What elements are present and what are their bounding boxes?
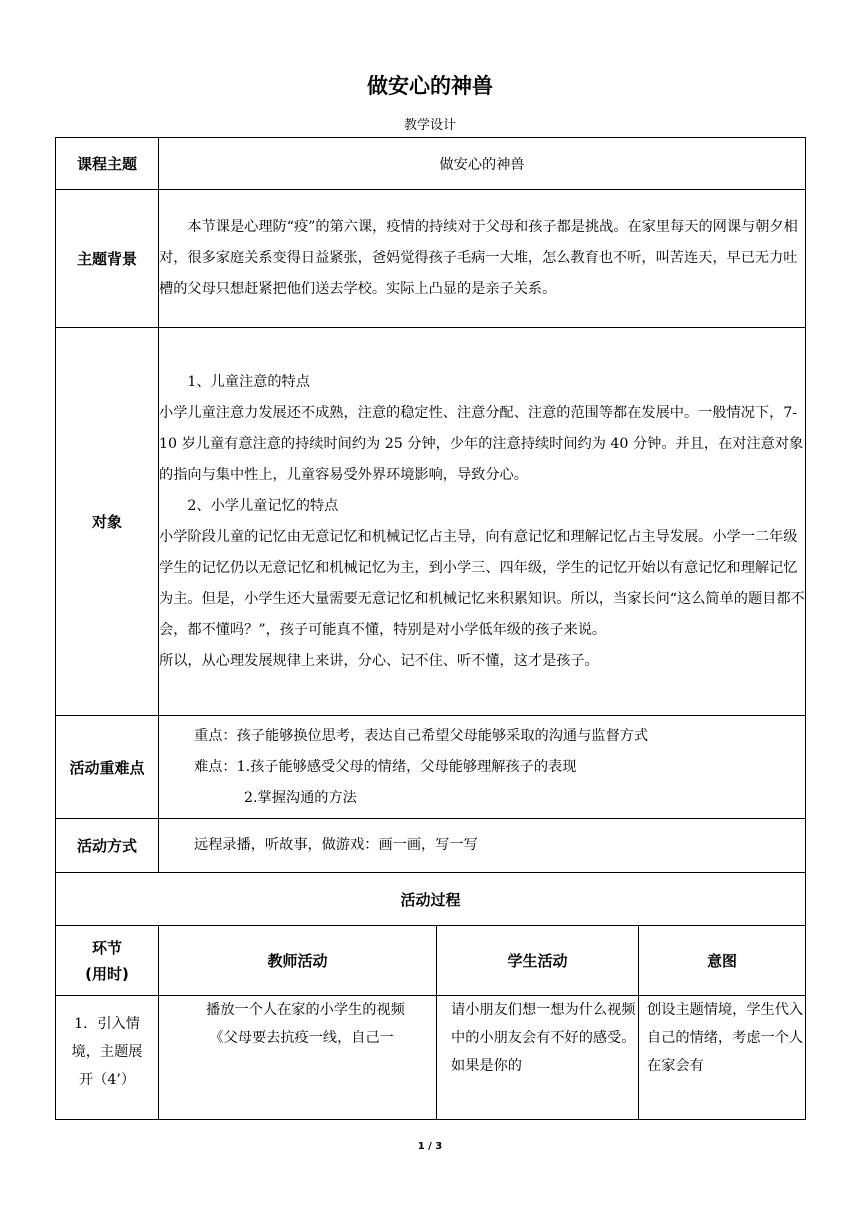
object-paragraph-2: 小学阶段儿童的记忆由无意记忆和机械记忆占主导，向有意记忆和理解记忆占主导发展。小学一二年级学生的记忆仍以无意记忆和机械记忆为主，到小学三、四年级，学生的记忆开始以有意记忆和理解记忆为主。但是，小学生还大量需要无意记忆和机械记忆来积累知识。所以，当家长问“这么简单的题目都不会，都不懂吗？”，孩子可能真不懂，特别是对小学低年级的孩子来说。 [159, 528, 805, 638]
row1-teacher-line-2: 《父母要去抗疫一线，自己一 [209, 1030, 394, 1046]
object-cell [159, 328, 806, 716]
method-label: 活动方式 [56, 819, 159, 873]
background-text: 本节课是心理防“疫”的第六课，疫情的持续对于父母和孩子都是挑战。在家里每天的网课与朝夕相对，很多家庭关系变得日益紧张，爸妈觉得孩子毛病一大堆，怎么教育也不听，叫苦连天，早已无力吐槽的父母只想赶紧把他们送去学校。实际上凸显的是亲子关系。 [159, 219, 798, 297]
row-method [56, 819, 806, 873]
object-paragraph-1: 小学儿童注意力发展还不成熟，注意的稳定性、注意分配、注意的范围等都在发展中。一般情况下，7-10 岁儿童有意注意的持续时间约为 25 分钟，少年的注意持续时间约为 40 分钟。并且，在对注意对象的指向与集中性上，儿童容易受外界环境影响，导致分心。 [159, 404, 804, 483]
row-theme [56, 138, 806, 190]
row1-teacher-line-1: 播放一个人在家的小学生的视频 [206, 1002, 405, 1018]
row-key-points [56, 716, 806, 819]
key-point-line-2: 难点：1.孩子能够感受父母的情绪，父母能够理解孩子的表现 [194, 758, 577, 775]
row-object [56, 328, 806, 716]
header-stage-line-1: 环节 [91, 938, 122, 957]
theme-value: 做安心的神兽 [159, 138, 806, 190]
page-number: 1 / 3 [417, 1141, 443, 1152]
row1-intent: 创设主题情境，学生代入自己的情绪，考虑一个人在家会有 [639, 996, 806, 1120]
key-points-label: 活动重难点 [56, 716, 159, 819]
key-point-line-3: 2.掌握沟通的方法 [244, 789, 357, 806]
row1-stage: 1．引入情境，主题展开（4’） [56, 996, 159, 1120]
header-teacher: 教师活动 [159, 926, 437, 996]
method-cell [159, 819, 806, 873]
background-cell [159, 190, 806, 328]
object-heading-1: 1、儿童注意的特点 [187, 373, 310, 390]
key-point-line-1: 重点：孩子能够换位思考，表达自己希望父母能够采取的沟通与监督方式 [194, 727, 649, 744]
object-heading-2: 2、小学儿童记忆的特点 [187, 497, 339, 514]
header-stage-line-2: (用时) [85, 964, 129, 983]
process-row-1 [56, 996, 806, 1120]
document-subtitle: 教学设计 [403, 118, 456, 133]
row1-teacher [159, 996, 437, 1120]
object-paragraph-3: 所以，从心理发展规律上来讲，分心、记不住、听不懂，这才是孩子。 [159, 652, 599, 669]
object-label: 对象 [56, 328, 159, 716]
theme-label: 课程主题 [56, 138, 159, 190]
background-label: 主题背景 [56, 190, 159, 328]
header-stage [56, 926, 159, 996]
process-title: 活动过程 [56, 873, 806, 926]
method-value: 远程录播，听故事，做游戏：画一画，写一写 [194, 837, 478, 853]
row-background [56, 190, 806, 328]
row-process-title [56, 873, 806, 926]
row1-student: 请小朋友们想一想为什么视频中的小朋友会有不好的感受。如果是你的 [437, 996, 639, 1120]
header-intent: 意图 [639, 926, 806, 996]
lesson-plan-table [55, 137, 806, 1120]
key-points-cell [159, 716, 806, 819]
document-title: 做安心的神兽 [367, 74, 493, 98]
process-header-row [56, 926, 806, 996]
header-student: 学生活动 [437, 926, 639, 996]
